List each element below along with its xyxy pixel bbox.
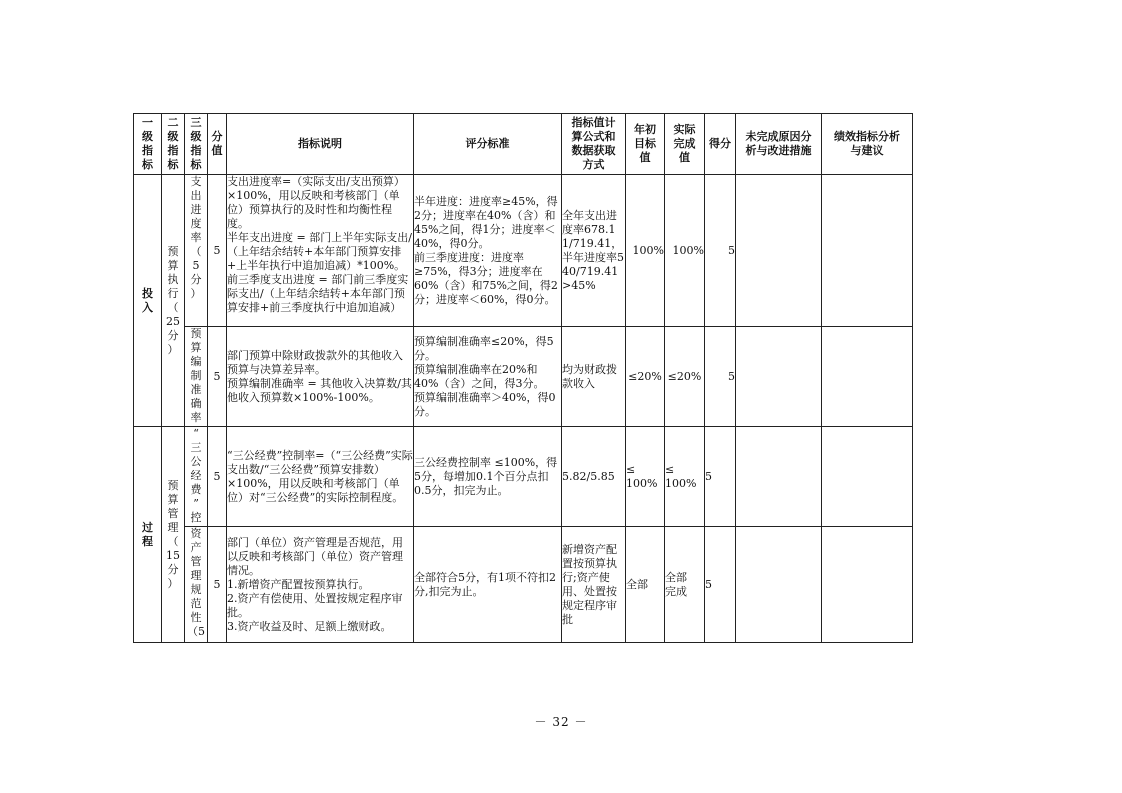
reason-analysis xyxy=(736,427,822,527)
scoring-criteria: 全部符合5分，有1项不符扣2分,扣完为止。 xyxy=(414,527,562,643)
score: 5 xyxy=(705,427,736,527)
performance-indicator-table xyxy=(133,113,913,643)
suggestion xyxy=(822,327,913,427)
header-row xyxy=(134,114,913,175)
target-value: ≤ 100% xyxy=(626,427,665,527)
suggestion xyxy=(822,527,913,643)
level3-indicator: 支 出 进 度 率 （ 5 分 ） xyxy=(185,175,208,327)
header-criteria: 评分标准 xyxy=(414,114,562,175)
header-description: 指标说明 xyxy=(227,114,414,175)
indicator-description: 部门预算中除财政拨款外的其他收入预算与决算差异率。 预算编制准确率 = 其他收入决算数/其他收入预算数×100%-100%。 xyxy=(227,327,414,427)
table-row xyxy=(134,427,913,527)
header-suggestion: 绩效指标分析 与建议 xyxy=(822,114,913,175)
header-target: 年初 目标 值 xyxy=(626,114,665,175)
formula-source: 5.82/5.85 xyxy=(562,427,626,527)
level3-indicator: 资 产 管 理 规 范 性 （5 xyxy=(185,527,208,643)
actual-value: ≤ 100% xyxy=(665,427,705,527)
header-score-value: 分 值 xyxy=(208,114,227,175)
level2-budget-execution: 预 算 执 行 （ 25 分 ） xyxy=(162,175,185,427)
target-value: 全部 xyxy=(626,527,665,643)
level1-process: 过 程 xyxy=(134,427,162,643)
level3-indicator: 预 算 编 制 准 确 率 xyxy=(185,327,208,427)
table-row xyxy=(134,175,913,327)
reason-analysis xyxy=(736,175,822,327)
actual-value: 100% xyxy=(665,175,705,327)
header-level2: 二 级 指 标 xyxy=(162,114,185,175)
suggestion xyxy=(822,427,913,527)
formula-source: 新增资产配置按预算执行;资产使用、处置按规定程序审批 xyxy=(562,527,626,643)
header-formula: 指标值计 算公式和 数据获取 方式 xyxy=(562,114,626,175)
level2-budget-management: 预 算 管 理 （ 15 分 ） xyxy=(162,427,185,643)
table-row xyxy=(134,327,913,427)
header-actual: 实际 完成 值 xyxy=(665,114,705,175)
actual-value: 全部 完成 xyxy=(665,527,705,643)
formula-source: 全年支出进度率678.11/719.41，半年进度率540/719.41>45% xyxy=(562,175,626,327)
reason-analysis xyxy=(736,527,822,643)
score: 5 xyxy=(705,175,736,327)
level1-input: 投 入 xyxy=(134,175,162,427)
scoring-criteria: 半年进度：进度率≥45%，得2分；进度率在40%（含）和45%之间，得1分；进度率＜40%，得0分。 前三季度进度：进度率≥75%，得3分；进度率在60%（含）和75%之间，得2分；进度率＜60%，得0分。 xyxy=(414,175,562,327)
formula-source: 均为财政拨款收入 xyxy=(562,327,626,427)
table-row xyxy=(134,527,913,643)
score: 5 xyxy=(705,327,736,427)
header-level3: 三 级 指 标 xyxy=(185,114,208,175)
score-value: 5 xyxy=(208,175,227,327)
header-level1: 一 级 指 标 xyxy=(134,114,162,175)
score-value: 5 xyxy=(208,427,227,527)
actual-value: ≤20% xyxy=(665,327,705,427)
scoring-criteria: 三公经费控制率 ≤100%，得5分，每增加0.1个百分点扣0.5分，扣完为止。 xyxy=(414,427,562,527)
scoring-criteria: 预算编制准确率≤20%，得5分。 预算编制准确率在20%和40%（含）之间，得3分。 预算编制准确率＞40%，得0分。 xyxy=(414,327,562,427)
suggestion xyxy=(822,175,913,327)
indicator-description: “三公经费”控制率=（“三公经费”实际支出数/“三公经费”预算安排数）×100%，用以反映和考核部门（单位）对“三公经费”的实际控制程度。 xyxy=(227,427,414,527)
score-value: 5 xyxy=(208,327,227,427)
header-reason: 未完成原因分 析与改进措施 xyxy=(736,114,822,175)
score: 5 xyxy=(705,527,736,643)
target-value: ≤20% xyxy=(626,327,665,427)
indicator-description: 支出进度率=（实际支出/支出预算）×100%，用以反映和考核部门（单位）预算执行的及时性和均衡性程度。 半年支出进度 = 部门上半年实际支出/（上年结余结转+本年部门预算安排+上半年执行中追加追减）*100%。 前三季度支出进度 = 部门前三季度实际支出/（上年结余结转+本年部门预算安排+前三季度执行中追加追减） xyxy=(227,175,414,327)
reason-analysis xyxy=(736,327,822,427)
level3-indicator: “ 三 公 经 费 ” 控 xyxy=(185,427,208,527)
page-number: － 32 － xyxy=(534,715,588,729)
score-value: 5 xyxy=(208,527,227,643)
header-score: 得分 xyxy=(705,114,736,175)
indicator-description: 部门（单位）资产管理是否规范，用以反映和考核部门（单位）资产管理情况。 1.新增资产配置按预算执行。 2.资产有偿使用、处置按规定程序审批。 3.资产收益及时、足额上缴财政。 xyxy=(227,527,414,643)
target-value: 100% xyxy=(626,175,665,327)
